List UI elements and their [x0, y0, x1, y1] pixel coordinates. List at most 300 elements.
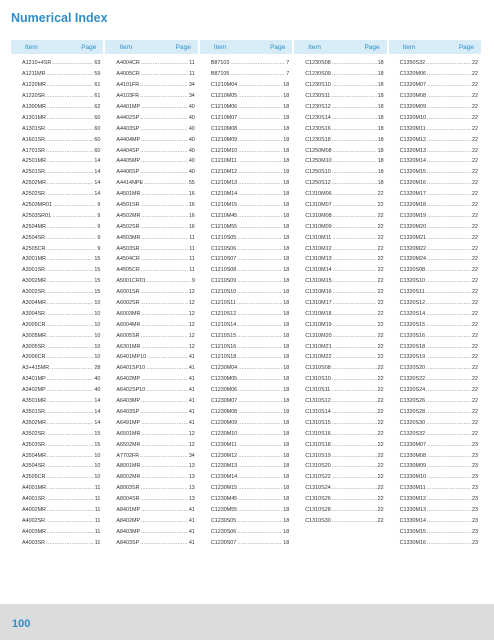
- entry-page-number: 18: [283, 474, 290, 481]
- dot-leader: [46, 235, 96, 241]
- entry-page-number: 23: [472, 528, 479, 535]
- entry-page-number: 18: [283, 93, 290, 100]
- entry-item-number: C1230S16: [305, 125, 331, 132]
- dot-leader: [46, 463, 93, 469]
- dot-leader: [333, 256, 377, 262]
- dot-leader: [427, 463, 471, 469]
- header-item-label: Item: [25, 43, 38, 51]
- entry-page-number: 18: [283, 158, 290, 165]
- entry-page-number: 18: [283, 463, 290, 470]
- entry-page-number: 40: [188, 104, 195, 110]
- entry-page-number: 18: [283, 147, 290, 154]
- entry-item-number: C1320M20: [399, 223, 426, 230]
- index-entry: [389, 319, 483, 330]
- index-entry: [105, 91, 199, 102]
- index-entry: [389, 494, 483, 505]
- entry-item-number: A3005MR: [22, 332, 46, 339]
- index-entry: [105, 156, 199, 167]
- entry-page-number: 16: [188, 191, 195, 198]
- dot-leader: [47, 420, 93, 426]
- index-entry: [200, 505, 294, 516]
- index-entry: [294, 505, 388, 516]
- entry-item-number: A8001MR: [116, 463, 141, 470]
- entry-item-number: A2503MR01: [22, 202, 52, 209]
- dot-leader: [427, 474, 471, 480]
- entry-item-number: C1310S30: [305, 517, 331, 524]
- entry-page-number: 18: [377, 147, 384, 154]
- entry-item-number: C1330M07: [399, 441, 426, 448]
- index-entry: [389, 537, 483, 548]
- entry-item-number: A4404MP: [116, 136, 141, 143]
- entry-item-number: C1310M11: [305, 234, 332, 241]
- entry-item-number: A8003SR: [116, 485, 140, 492]
- dot-leader: [140, 93, 188, 99]
- dot-leader: [46, 93, 93, 99]
- column-header: [11, 40, 103, 54]
- dot-leader: [47, 507, 94, 513]
- index-entry: [200, 341, 294, 352]
- entry-item-number: C1320S24: [399, 387, 426, 394]
- dot-leader: [238, 507, 282, 513]
- index-entry: [11, 461, 105, 472]
- index-entry: [200, 417, 294, 428]
- index-entry: [294, 330, 388, 341]
- entry-page-number: 22: [472, 278, 479, 285]
- dot-leader: [46, 322, 93, 328]
- entry-item-number: C1330M12: [399, 496, 426, 503]
- page-number: 100: [12, 618, 31, 630]
- entry-page-number: 18: [283, 169, 290, 176]
- dot-leader: [237, 300, 282, 306]
- entry-page-number: 18: [283, 267, 290, 274]
- dot-leader: [47, 180, 93, 186]
- entry-item-number: C1310S10: [305, 376, 331, 383]
- entry-page-number: 22: [377, 310, 384, 317]
- entry-page-number: 11: [94, 506, 101, 513]
- entry-page-number: 22: [472, 223, 479, 230]
- entry-item-number: A1220MR: [22, 82, 46, 89]
- dot-leader: [141, 431, 187, 437]
- entry-page-number: 22: [472, 376, 479, 383]
- entry-item-number: C1210M12: [210, 169, 238, 176]
- entry-page-number: 18: [283, 343, 290, 350]
- index-entry: [200, 232, 294, 243]
- entry-page-number: 34: [188, 82, 195, 89]
- index-entry: [105, 450, 199, 461]
- entry-item-number: A2501MR: [22, 158, 46, 165]
- entry-item-number: C1230S08: [305, 60, 331, 67]
- dot-leader: [427, 137, 471, 143]
- dot-leader: [46, 148, 93, 154]
- dot-leader: [53, 202, 96, 208]
- dot-leader: [238, 474, 282, 480]
- index-entry: [389, 112, 483, 123]
- entry-page-number: 18: [283, 419, 290, 426]
- dot-leader: [332, 376, 377, 382]
- index-entry: [294, 352, 388, 363]
- index-entry: [294, 385, 388, 396]
- dot-leader: [46, 409, 93, 415]
- entry-item-number: C1310S28: [305, 506, 331, 513]
- entry-item-number: C1230S10: [305, 82, 331, 89]
- entry-page-number: 18: [377, 169, 384, 176]
- entry-page-number: 18: [283, 398, 290, 405]
- entry-page-number: 14: [94, 191, 101, 198]
- dot-leader: [140, 126, 188, 132]
- entry-item-number: A3501SR: [22, 408, 46, 415]
- dot-leader: [237, 344, 282, 350]
- dot-leader: [141, 104, 188, 110]
- index-entry: [105, 428, 199, 439]
- entry-item-number: A3002SR: [22, 289, 46, 296]
- index-entry: [105, 472, 199, 483]
- dot-leader: [141, 191, 187, 197]
- entry-page-number: 16: [188, 202, 195, 209]
- index-entry: [105, 145, 199, 156]
- entry-page-number: 10: [94, 474, 101, 481]
- index-entry: [294, 472, 388, 483]
- dot-leader: [331, 93, 376, 99]
- index-entry: [11, 450, 105, 461]
- entry-page-number: 22: [472, 387, 479, 394]
- entry-item-number: C1210M08: [210, 125, 238, 132]
- dot-leader: [426, 278, 471, 284]
- index-entry: [11, 417, 105, 428]
- index-entry: [105, 505, 199, 516]
- index-entry: [389, 363, 483, 374]
- entry-page-number: 7: [286, 60, 290, 67]
- index-entry: [11, 472, 105, 483]
- dot-leader: [46, 431, 93, 437]
- entry-item-number: A4403SP: [116, 125, 140, 132]
- dot-leader: [140, 169, 188, 175]
- header-item-label: Item: [402, 43, 416, 51]
- dot-leader: [427, 126, 471, 132]
- entry-item-number: A1701SR: [22, 147, 46, 154]
- index-column: [389, 40, 483, 548]
- entry-item-number: C1320M09: [399, 104, 426, 110]
- dot-leader: [333, 213, 377, 219]
- index-entry: [11, 102, 105, 113]
- index-entry: [11, 352, 105, 363]
- entry-item-number: A4001SR: [22, 496, 46, 503]
- dot-leader: [427, 246, 471, 252]
- index-entry: [11, 200, 105, 211]
- entry-item-number: A6401MP10: [116, 354, 147, 361]
- dot-leader: [332, 398, 377, 404]
- index-entry: [294, 374, 388, 385]
- dot-leader: [141, 463, 187, 469]
- entry-item-number: A6001SR: [116, 289, 140, 296]
- dot-leader: [426, 376, 471, 382]
- entry-page-number: 22: [472, 267, 479, 274]
- entry-page-number: 22: [377, 485, 384, 492]
- entry-page-number: 22: [377, 517, 384, 524]
- index-entry: [389, 221, 483, 232]
- dot-leader: [47, 398, 93, 404]
- dot-leader: [140, 289, 187, 295]
- dot-leader: [237, 322, 282, 328]
- entry-page-number: 61: [94, 93, 101, 100]
- entry-item-number: C1330M14: [399, 517, 426, 524]
- entry-item-number: A4003SR: [22, 539, 46, 546]
- entry-page-number: 40: [188, 169, 195, 176]
- entry-page-number: 22: [472, 300, 479, 307]
- index-entry: [105, 221, 199, 232]
- dot-leader: [50, 365, 93, 371]
- index-entry: [389, 69, 483, 80]
- dot-leader: [427, 93, 471, 99]
- entry-item-number: C1210S11: [210, 300, 236, 307]
- index-entry: [105, 265, 199, 276]
- dot-leader: [147, 278, 191, 284]
- entry-page-number: 22: [377, 452, 384, 459]
- entry-item-number: A1220SR: [22, 93, 46, 100]
- entry-page-number: 18: [377, 82, 384, 89]
- entry-page-number: 18: [283, 452, 290, 459]
- entry-item-number: C1230M09: [210, 419, 238, 426]
- entry-page-number: 9: [97, 245, 101, 252]
- dot-leader: [47, 158, 93, 164]
- entry-page-number: 13: [188, 485, 195, 492]
- index-entry: [105, 134, 199, 145]
- index-entry: [11, 287, 105, 298]
- entry-item-number: C1320M17: [399, 191, 426, 198]
- entry-page-number: 40: [188, 158, 195, 165]
- entry-page-number: 22: [472, 93, 479, 100]
- index-entry: [11, 276, 105, 287]
- dot-leader: [427, 202, 471, 208]
- entry-item-number: C1230M06: [210, 387, 238, 394]
- entry-item-number: C1230M04: [210, 365, 238, 372]
- entry-item-number: C1310S22: [305, 474, 331, 481]
- entry-item-number: A4501MR: [116, 191, 141, 198]
- entry-page-number: 63: [94, 60, 101, 67]
- index-entry: [11, 374, 105, 385]
- dot-leader: [52, 60, 93, 66]
- dot-leader: [333, 158, 377, 164]
- entry-page-number: 41: [188, 354, 195, 361]
- entry-page-number: 18: [283, 528, 290, 535]
- entry-page-number: 22: [472, 408, 479, 415]
- index-entry: [200, 156, 294, 167]
- entry-page-number: 10: [94, 310, 101, 317]
- dot-leader: [237, 267, 282, 273]
- entry-item-number: C1330M13: [399, 506, 426, 513]
- dot-leader: [230, 71, 285, 77]
- dot-leader: [238, 420, 282, 426]
- dot-leader: [140, 540, 188, 546]
- entry-item-number: C1310M12: [305, 245, 332, 252]
- entry-item-number: C1210M45: [210, 212, 238, 219]
- index-entry: [389, 374, 483, 385]
- entry-item-number: C1210S06: [210, 245, 237, 252]
- dot-leader: [333, 246, 377, 252]
- entry-item-number: C1250S12: [305, 180, 331, 187]
- entry-page-number: 22: [377, 474, 384, 481]
- entry-page-number: 16: [188, 223, 195, 230]
- index-entry: [200, 396, 294, 407]
- entry-item-number: C1310S16: [305, 430, 331, 437]
- index-entry: [200, 102, 294, 113]
- index-entry: [389, 254, 483, 265]
- entry-page-number: 18: [377, 60, 384, 67]
- entry-item-number: C1210S08: [210, 267, 237, 274]
- entry-page-number: 12: [188, 430, 195, 437]
- dot-leader: [332, 115, 377, 121]
- dot-leader: [237, 311, 282, 317]
- entry-page-number: 40: [188, 114, 195, 121]
- dot-leader: [332, 235, 376, 241]
- entry-page-number: 41: [188, 539, 195, 546]
- entry-page-number: 18: [283, 82, 290, 89]
- entry-page-number: 12: [188, 289, 195, 296]
- index-entry: [11, 243, 105, 254]
- index-entry: [389, 428, 483, 439]
- index-entry: [294, 407, 388, 418]
- entry-item-number: A8403SP: [116, 539, 140, 546]
- entry-page-number: 13: [188, 463, 195, 470]
- index-entry: [105, 537, 199, 548]
- entry-item-number: C1230M10: [210, 430, 238, 437]
- dot-leader: [47, 104, 93, 110]
- dot-leader: [238, 376, 282, 382]
- entry-page-number: 22: [377, 441, 384, 448]
- entry-page-number: 10: [94, 343, 101, 350]
- entry-page-number: 22: [472, 343, 479, 350]
- entry-item-number: B87103: [210, 60, 230, 67]
- index-entry: [389, 461, 483, 472]
- entry-page-number: 15: [94, 289, 101, 296]
- entry-item-number: A4002MR: [22, 506, 46, 513]
- index-entry: [11, 134, 105, 145]
- index-entry: [11, 319, 105, 330]
- entry-page-number: 18: [283, 310, 290, 317]
- entry-item-number: C1320M19: [399, 212, 426, 219]
- index-entry: [200, 374, 294, 385]
- index-entry: [105, 178, 199, 189]
- entry-page-number: 41: [188, 387, 195, 394]
- index-entry: [200, 123, 294, 134]
- entry-page-number: 10: [94, 300, 101, 307]
- entry-page-number: 22: [472, 256, 479, 263]
- dot-leader: [426, 344, 471, 350]
- entry-page-number: 18: [283, 376, 290, 383]
- index-entry: [105, 112, 199, 123]
- entry-page-number: 18: [283, 202, 290, 209]
- dot-leader: [141, 376, 188, 382]
- index-entry: [105, 308, 199, 319]
- entry-item-number: A4003MR: [22, 528, 46, 535]
- index-entry: [294, 276, 388, 287]
- dot-leader: [141, 507, 188, 513]
- entry-item-number: C1320M08: [399, 93, 426, 100]
- dot-leader: [427, 529, 471, 535]
- entry-item-number: A1301SR: [22, 125, 46, 132]
- dot-leader: [238, 126, 282, 132]
- entry-page-number: 23: [472, 474, 479, 481]
- entry-page-number: 22: [377, 300, 384, 307]
- column-header: [294, 40, 386, 54]
- index-entry: [200, 352, 294, 363]
- entry-item-number: C1230M12: [210, 452, 238, 459]
- index-entry: [11, 505, 105, 516]
- dot-leader: [332, 137, 377, 143]
- entry-page-number: 23: [472, 452, 479, 459]
- index-entry: [11, 308, 105, 319]
- index-entry: [200, 439, 294, 450]
- index-entry: [294, 80, 388, 91]
- index-entry: [294, 167, 388, 178]
- index-entry: [11, 494, 105, 505]
- index-entry: [200, 69, 294, 80]
- entry-item-number: A3004MR: [22, 300, 46, 307]
- entry-item-number: A4503MR: [116, 234, 141, 241]
- page-title: Numerical Index: [11, 11, 108, 25]
- dot-leader: [426, 398, 471, 404]
- index-entry: [11, 80, 105, 91]
- entry-item-number: A3402MP: [22, 387, 46, 394]
- entry-item-number: C1310S15: [305, 419, 331, 426]
- header-item-label: Item: [308, 43, 321, 51]
- index-entry: [294, 221, 388, 232]
- entry-item-number: A6402SP10: [116, 387, 146, 394]
- entry-item-number: C1320S16: [399, 332, 426, 339]
- index-entry: [389, 352, 483, 363]
- entry-item-number: C1210M15: [210, 202, 238, 209]
- index-entry: [11, 265, 105, 276]
- entry-item-number: C1310M14: [305, 267, 332, 274]
- entry-item-number: A4005CR: [116, 71, 140, 78]
- index-entry: [200, 330, 294, 341]
- entry-page-number: 60: [94, 114, 101, 121]
- entry-item-number: A3001SR: [22, 267, 46, 274]
- index-entry: [294, 102, 388, 113]
- entry-item-number: A4503SR: [116, 245, 140, 252]
- index-entry: [105, 341, 199, 352]
- index-entry: [294, 254, 388, 265]
- entry-page-number: 11: [189, 267, 195, 274]
- dot-leader: [333, 202, 377, 208]
- dot-leader: [46, 126, 93, 132]
- entry-page-number: 22: [377, 278, 384, 285]
- dot-leader: [332, 431, 377, 437]
- entry-page-number: 18: [283, 387, 290, 394]
- dot-leader: [238, 485, 282, 491]
- dot-leader: [140, 246, 188, 252]
- entry-item-number: C1310M17: [305, 300, 332, 307]
- dot-leader: [147, 354, 188, 360]
- index-entry: [11, 167, 105, 178]
- entry-item-number: C1330M16: [399, 539, 426, 546]
- dot-leader: [333, 311, 377, 317]
- index-entry: [105, 232, 199, 243]
- dot-leader: [141, 267, 188, 273]
- index-entry: [294, 396, 388, 407]
- entry-page-number: 22: [377, 496, 384, 503]
- index-entry: [200, 407, 294, 418]
- entry-item-number: C1230M55: [210, 506, 238, 513]
- dot-leader: [332, 71, 377, 77]
- index-entry: [105, 515, 199, 526]
- index-entry: [11, 189, 105, 200]
- index-entry: [294, 287, 388, 298]
- dot-leader: [46, 246, 96, 252]
- index-entry: [294, 134, 388, 145]
- entry-item-number: C1310S20: [305, 463, 331, 470]
- entry-item-number: C1320S32: [399, 430, 426, 437]
- dot-leader: [238, 398, 282, 404]
